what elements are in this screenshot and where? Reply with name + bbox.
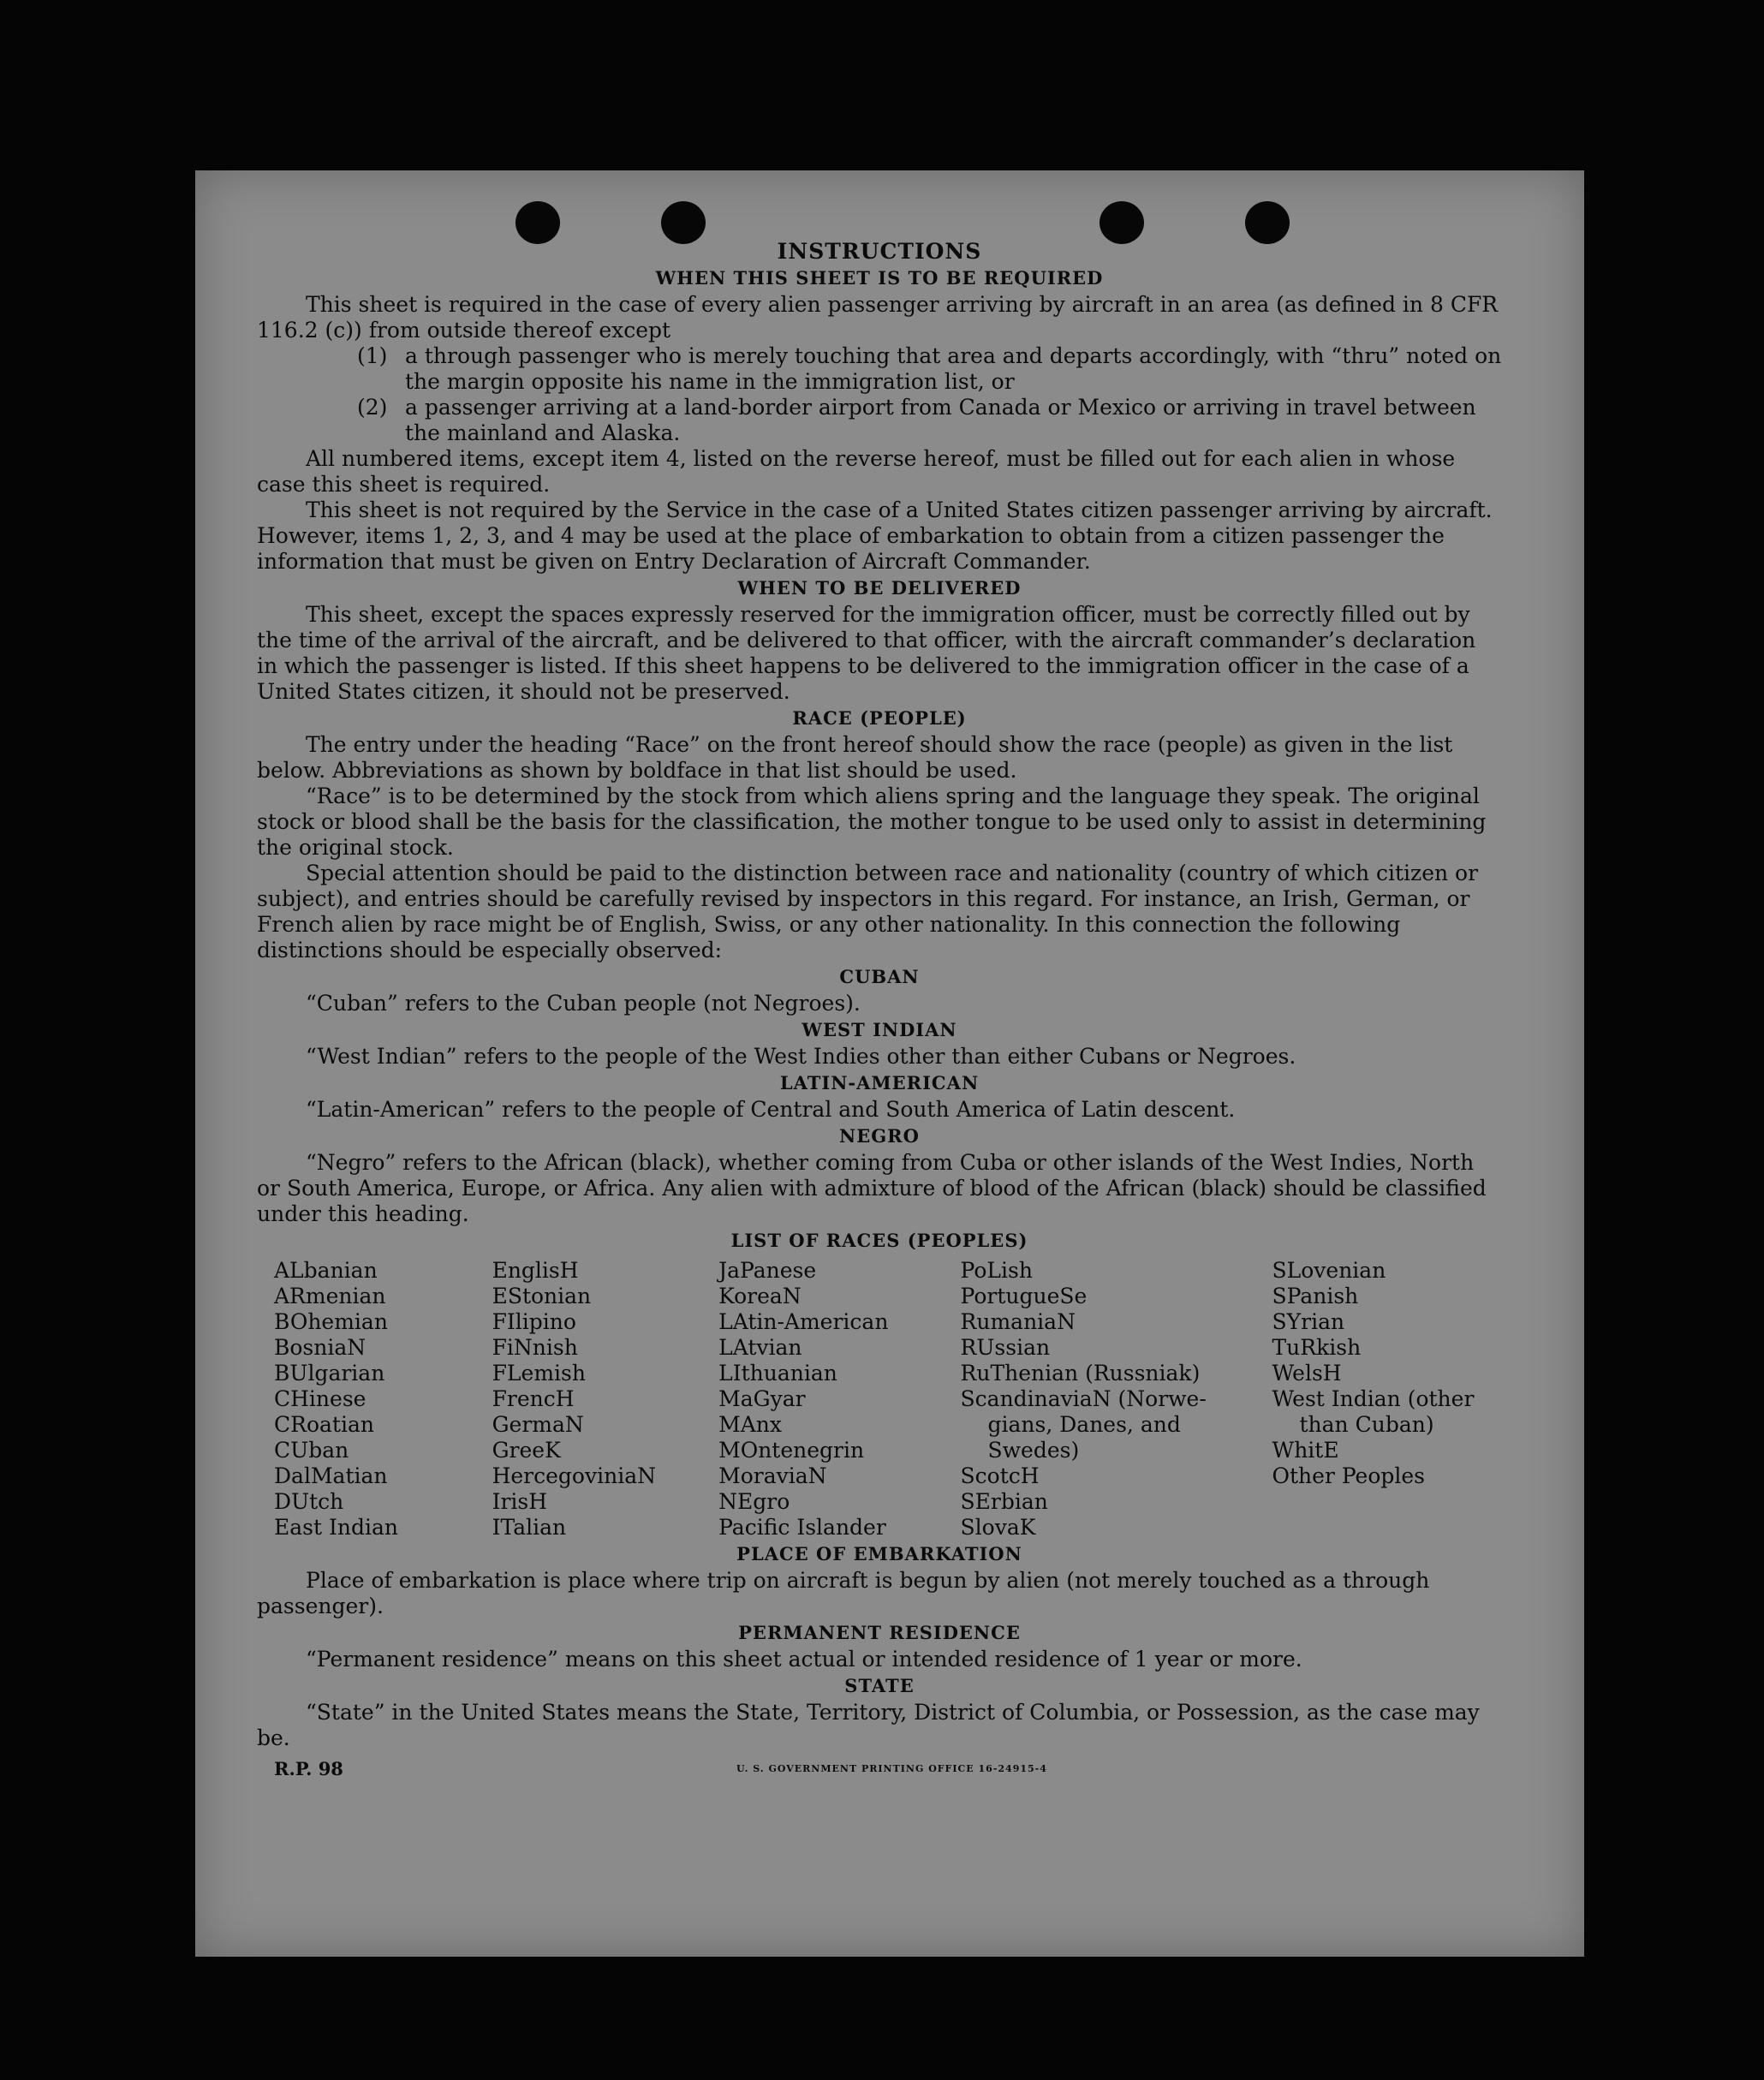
race-entry: DUtch — [274, 1489, 344, 1514]
section-heading-required: WHEN THIS SHEET IS TO BE REQUIRED — [655, 267, 1104, 289]
definition-text: “Permanent residence” means on this sheet actual or intended residence of 1 year or more. — [306, 1647, 1302, 1672]
races-column — [1272, 1258, 1503, 1541]
race-entry: ARmenian — [274, 1284, 386, 1308]
race-entry: JaPanese — [718, 1258, 817, 1283]
definition-text: “Latin-American” refers to the people of Central and South America of Latin descent. — [306, 1097, 1236, 1122]
race-entry: ALbanian — [274, 1258, 378, 1283]
race-entry: FLemish — [492, 1361, 586, 1386]
section-heading-west-indian: WEST INDIAN — [802, 1019, 957, 1040]
race-entry: Other Peoples — [1272, 1463, 1426, 1488]
document-body — [257, 239, 1502, 1782]
section-heading-state: STATE — [844, 1675, 915, 1696]
item-text: a through passenger who is merely touching that area and departs accordingly, with “thru” noted on the margin opposite his name in the immigration list, or — [405, 343, 1502, 394]
printer-line: U. S. GOVERNMENT PRINTING OFFICE 16-24915-4 — [736, 1763, 1047, 1774]
paragraph: “Race” is to be determined by the stock from which aliens spring and the language they speak. The original stock or blood shall be the basis for the classification, the mother tongue to be used only to assist in determining the original stock. — [257, 784, 1487, 860]
item-number: (1) — [357, 343, 388, 368]
instructions-title: INSTRUCTIONS — [777, 239, 982, 264]
footer — [257, 1756, 1502, 1782]
race-entry: SErbian — [960, 1489, 1048, 1514]
section-heading-delivered: WHEN TO BE DELIVERED — [737, 577, 1022, 599]
race-entry: than Cuban) — [1299, 1412, 1434, 1437]
race-entry: BUlgarian — [274, 1361, 385, 1386]
race-entry: RumaniaN — [960, 1309, 1076, 1334]
races-list — [257, 1258, 1502, 1541]
race-entry: MOntenegrin — [718, 1438, 865, 1463]
punch-hole — [1245, 201, 1290, 244]
race-entry: gians, Danes, and — [987, 1412, 1181, 1437]
race-entry: WhitE — [1272, 1438, 1339, 1463]
punch-hole — [1100, 201, 1144, 244]
race-entry: CRoatian — [274, 1412, 374, 1437]
punch-hole — [661, 201, 706, 244]
definition-text: “Cuban” refers to the Cuban people (not Negroes). — [306, 991, 861, 1016]
race-entry: CUban — [274, 1438, 349, 1463]
race-entry: SPanish — [1272, 1284, 1359, 1308]
race-entry: BOhemian — [274, 1309, 388, 1334]
paragraph: This sheet, except the spaces expressly reserved for the immigration officer, must be correctly filled out by the time of the arrival of the aircraft, and be delivered to that officer, with the aircraft commander’s declaration in which the passenger is listed. If this sheet happens to be delivered to the immigration officer in the case of a United States citizen, it should not be preserved. — [257, 602, 1476, 704]
race-entry: ScandinaviaN (Norwe- — [960, 1386, 1207, 1411]
section-heading-residence: PERMANENT RESIDENCE — [738, 1622, 1021, 1643]
race-entry: RuThenian (Russniak) — [960, 1361, 1201, 1386]
race-entry: RUssian — [960, 1335, 1051, 1360]
section-heading-latin-american: LATIN-AMERICAN — [779, 1072, 980, 1094]
paragraph: “State” in the United States means the State, Territory, District of Columbia, or Possession, as the case may be. — [257, 1700, 1480, 1750]
race-entry: EStonian — [492, 1284, 592, 1308]
races-column — [274, 1258, 492, 1541]
race-entry: FrencH — [492, 1386, 575, 1411]
race-entry: LAtvian — [718, 1335, 802, 1360]
races-column — [961, 1258, 1272, 1541]
race-entry: GermaN — [492, 1412, 584, 1437]
race-entry: NEgro — [718, 1489, 790, 1514]
race-entry: East Indian — [274, 1515, 398, 1540]
race-entry: CHinese — [274, 1386, 367, 1411]
race-entry: TuRkish — [1272, 1335, 1362, 1360]
section-heading-cuban: CUBAN — [839, 966, 920, 987]
race-entry: Swedes) — [987, 1438, 1080, 1463]
races-column — [718, 1258, 960, 1541]
race-entry: EnglisH — [492, 1258, 579, 1283]
race-entry: GreeK — [492, 1438, 561, 1463]
race-entry: WelsH — [1272, 1361, 1342, 1386]
section-heading-negro: NEGRO — [839, 1125, 920, 1147]
race-entry: DalMatian — [274, 1463, 388, 1488]
exception-item — [257, 395, 1502, 446]
paragraph: Special attention should be paid to the distinction between race and nationality (country of which citizen or subject), and entries should be carefully revised by inspectors in this regard. For instance, an Irish, German, or French alien by race might be of English, Swiss, or any other nationality. In this connection the following distinctions should be especially observed: — [257, 861, 1479, 963]
form-number: R.P. 98 — [274, 1758, 343, 1779]
race-entry: BosniaN — [274, 1335, 367, 1360]
race-entry: LAtin-American — [718, 1309, 889, 1334]
race-entry: FiNnish — [492, 1335, 578, 1360]
exception-item — [257, 343, 1502, 395]
race-entry: KoreaN — [718, 1284, 802, 1308]
race-entry: FIlipino — [492, 1309, 576, 1334]
item-text: a passenger arriving at a land-border airport from Canada or Mexico or arriving in travel between the mainland and Alaska. — [405, 395, 1476, 445]
race-entry: LIthuanian — [718, 1361, 837, 1386]
paragraph: This sheet is required in the case of every alien passenger arriving by aircraft in an area (as defined in 8 CFR 116.2 (c)) from outside thereof except — [257, 292, 1499, 343]
race-entry: West Indian (other — [1272, 1386, 1475, 1411]
item-number: (2) — [357, 395, 388, 420]
race-entry: SYrian — [1272, 1309, 1345, 1334]
races-column — [492, 1258, 719, 1541]
paragraph: All numbered items, except item 4, listed on the reverse hereof, must be filled out for each alien in whose case this sheet is required. — [257, 446, 1456, 497]
race-entry: IrisH — [492, 1489, 548, 1514]
race-entry: ITalian — [492, 1515, 567, 1540]
race-entry: Pacific Islander — [718, 1515, 886, 1540]
race-entry: SLovenian — [1272, 1258, 1386, 1283]
race-entry: MAnx — [718, 1412, 782, 1437]
section-heading-race: RACE (PEOPLE) — [792, 707, 967, 729]
race-entry: MoraviaN — [718, 1463, 827, 1488]
race-entry: ScotcH — [960, 1463, 1040, 1488]
race-entry: MaGyar — [718, 1386, 806, 1411]
punch-hole — [515, 201, 560, 244]
section-heading-embarkation: PLACE OF EMBARKATION — [736, 1543, 1022, 1564]
paragraph: Place of embarkation is place where trip on aircraft is begun by alien (not merely touched as a through passenger). — [257, 1568, 1430, 1618]
race-entry: PortugueSe — [960, 1284, 1088, 1308]
race-entry: HercegoviniaN — [492, 1463, 656, 1488]
paragraph: This sheet is not required by the Service in the case of a United States citizen passenger arriving by aircraft. However, items 1, 2, 3, and 4 may be used at the place of embarkation to obtain from a citizen passenger the information that must be given on Entry Declaration of Aircraft Commander. — [257, 498, 1493, 574]
section-heading-races-list: LIST OF RACES (PEOPLES) — [730, 1230, 1028, 1251]
document-page — [195, 170, 1584, 1957]
race-entry: PoLish — [960, 1258, 1033, 1283]
race-entry: SlovaK — [960, 1515, 1036, 1540]
definition-text: “West Indian” refers to the people of the West Indies other than either Cubans or Negroes. — [306, 1044, 1296, 1069]
paragraph: The entry under the heading “Race” on the front hereof should show the race (people) as given in the list below. Abbreviations as shown by boldface in that list should be used. — [257, 732, 1453, 783]
paragraph: “Negro” refers to the African (black), whether coming from Cuba or other islands of the West Indies, North or South America, Europe, or Africa. Any alien with admixture of blood of the African (black) should be classified under this heading. — [257, 1150, 1487, 1226]
